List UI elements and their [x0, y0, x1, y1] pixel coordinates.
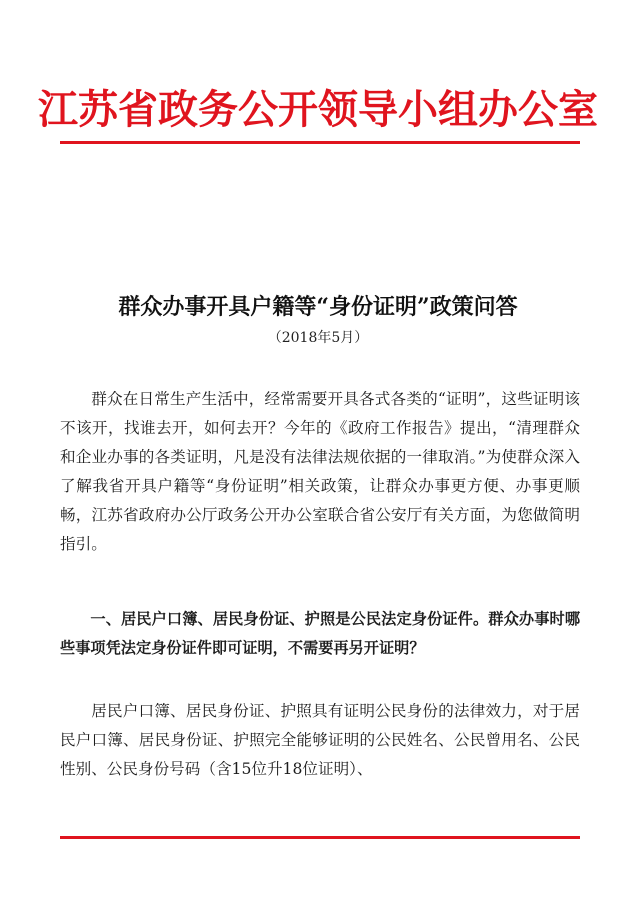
footer-divider: [60, 836, 580, 839]
letterhead-divider: [60, 141, 580, 144]
answer-1-paragraph: 居民户口簿、居民身份证、护照具有证明公民身份的法律效力，对于居民户口簿、居民身份证、护照完全能够证明的公民姓名、公民曾用名、公民性别、公民身份号码（含15位升18位证明）、: [60, 702, 580, 778]
intro-paragraph: 群众在日常生产生活中，经常需要开具各式各类的“证明”，这些证明该不该开，找谁去开，如何去开？今年的《政府工作报告》提出，“清理群众和企业办事的各类证明，凡是没有法律法规依据的一律取消。”为使群众深入了解我省开具户籍等“身份证明”相关政策，让群众办事更方便、办事更顺畅，江苏省政府办公厅政务公开办公室联合省公安厅有关方面，为您做简明指引。: [60, 390, 580, 553]
question-1-heading: 一、居民户口簿、居民身份证、护照是公民法定身份证件。群众办事时哪些事项凭法定身份证件即可证明，不需要再另开证明？: [60, 610, 580, 657]
document-title: 群众办事开具户籍等“身份证明”政策问答: [118, 294, 518, 320]
document-date: （2018年5月）: [267, 330, 369, 346]
letterhead-title: 江苏省政务公开领导小组办公室: [38, 86, 598, 133]
